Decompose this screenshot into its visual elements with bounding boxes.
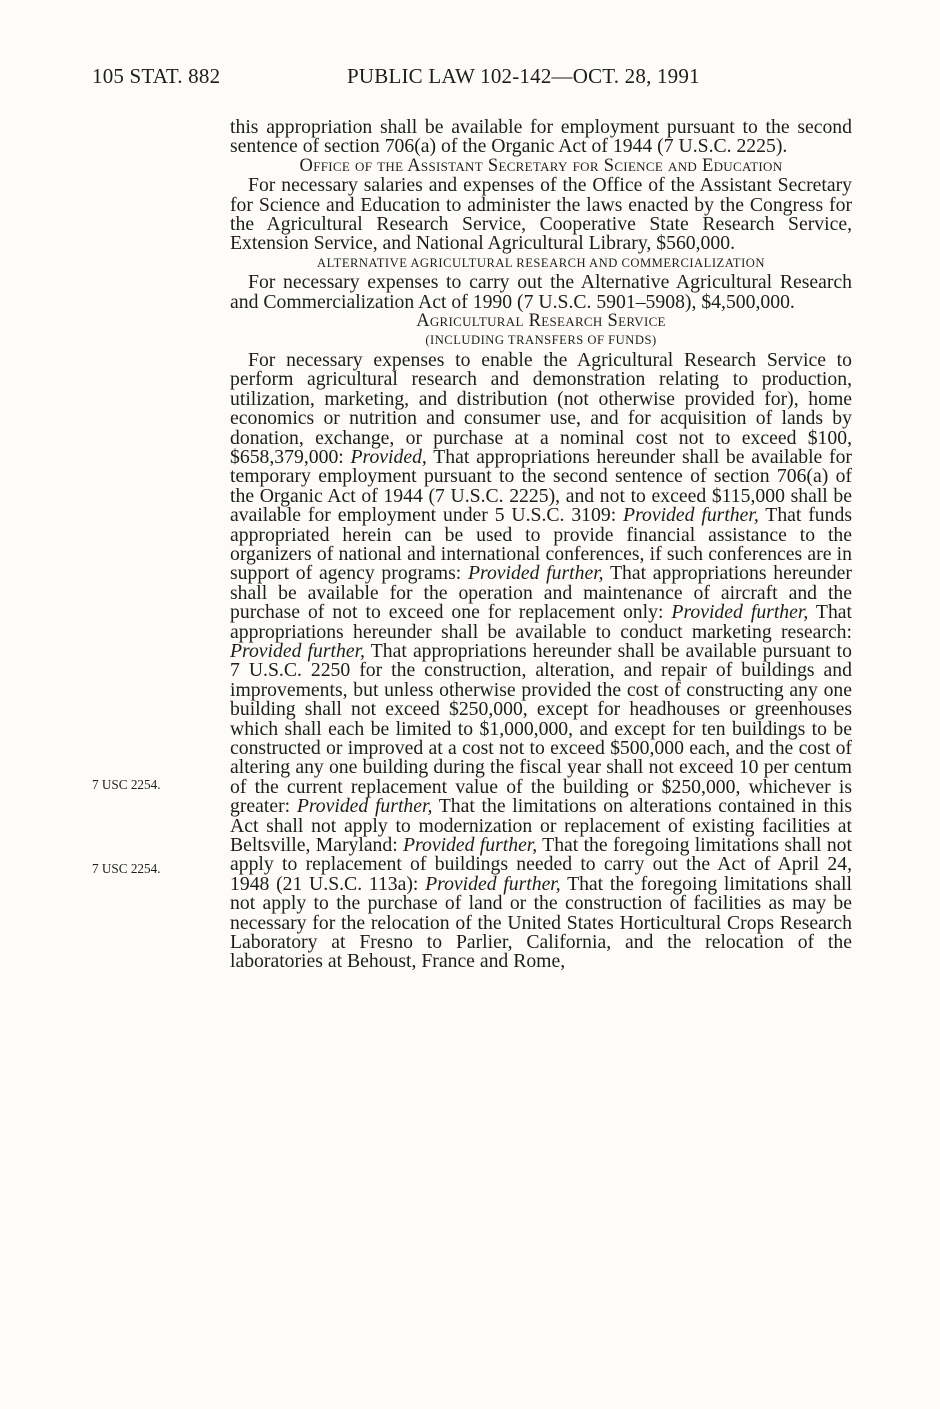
alternative-research-heading: ALTERNATIVE AGRICULTURAL RESEARCH AND COMMERCIALIZATION — [317, 255, 765, 270]
continuation-paragraph: this appropriation shall be available for employment pursuant to the second sentence of section 706(a) of the Organic Act of 1944 (7 U.S.C. 2225). — [230, 116, 852, 158]
ars-text: That the limitations on alterations contained in this Act shall not apply to modernization or replacement of existing facilities at Beltsville, Maryland: — [230, 795, 852, 857]
ars-subheading: (INCLUDING TRANSFERS OF FUNDS) — [425, 333, 657, 348]
ars-text: That the foregoing limitations shall not apply to replacement of buildings needed to carry out the Act of April 24, 1948 (21 U.S.C. 113a): — [230, 834, 852, 895]
office-heading: Office of the Assistant Secretary for Science and Education — [299, 155, 783, 176]
proviso-term: Provided further, — [468, 562, 604, 585]
proviso-term: Provided further, — [671, 601, 809, 624]
margin-citation: 7 USC 2254. — [92, 777, 161, 792]
ars-text: That appropriations hereunder shall be available for the operation and maintenance of aircraft and the purchase of not to exceed one for replacement only: — [230, 562, 852, 624]
proviso-term: Provided further, — [230, 639, 365, 662]
statute-page-reference: 105 STAT. 882 — [92, 64, 221, 88]
ars-text: That appropriations hereunder shall be available to conduct marketing research: — [230, 601, 852, 643]
ars-paragraph — [230, 348, 852, 973]
proviso-term: Provided further, — [296, 795, 433, 818]
ars-text: That funds appropriated herein can be used to provide financial assistance to the organizers of national and international conferences, if such conferences are in support of agency programs: — [230, 504, 852, 585]
ars-text: That appropriations hereunder shall be available for temporary employment pursuant to the second sentence of section 706(a) of the Organic Act of 1944 (7 U.S.C. 2225), and not to exceed $115,000 shall be available for employment under 5 U.S.C. 3109: — [230, 445, 852, 527]
body-text-column — [230, 118, 852, 972]
ars-text: That the foregoing limitations shall not apply to the purchase of land or the construction of facilities as may be necessary for the relocation of the United States Horticultural Crops Research Laboratory at Fresno to Parlier, California, and the relocation of the laboratories at Behoust, France and Rome, — [230, 872, 852, 973]
margin-citation: 7 USC 2254. — [92, 861, 161, 876]
proviso-term: Provided further, — [425, 872, 561, 895]
ars-text: For necessary expenses to enable the Agricultural Research Service to perform agricultural research and demonstration relating to production, utilization, marketing, and distribution (not otherwise provided for), home economics or nutrition and consumer use, and for acquisition of lands by donation, exchange, or purchase at a nominal cost not to exceed $100, $658,379,000: — [230, 348, 852, 468]
ars-text: That appropriations hereunder shall be available pursuant to 7 U.S.C. 2250 for the construction, alteration, and repair of buildings and improvements, but unless otherwise provided the cost of constructing any one building shall not exceed $250,000, except for headhouses or greenhouses which shall each be limited to $1,000,000, and except for ten buildings to be constructed or improved at a cost not to exceed $500,000 each, and the cost of altering any one building during the fiscal year shall not exceed 10 per centum of the current replacement value of the building or $250,000, whichever is greater: — [230, 639, 852, 818]
proviso-term: Provided further, — [403, 834, 538, 857]
proviso-term: Provided further, — [623, 504, 759, 527]
proviso-term: Provided, — [350, 445, 427, 468]
ars-heading: Agricultural Research Service — [416, 311, 666, 332]
office-paragraph: For necessary salaries and expenses of the Office of the Assistant Secretary for Science and Education to administer the laws enacted by the Congress for the Agricultural Research Service, Cooperative State Research Service, Extension Service, and National Agricultural Library, $560,000. — [230, 174, 852, 255]
alternative-research-paragraph: For necessary expenses to carry out the Alternative Agricultural Research and Commercialization Act of 1990 (7 U.S.C. 5901–5908), $4,500,000. — [230, 271, 852, 313]
public-law-header: PUBLIC LAW 102-142—OCT. 28, 1991 — [347, 64, 700, 88]
